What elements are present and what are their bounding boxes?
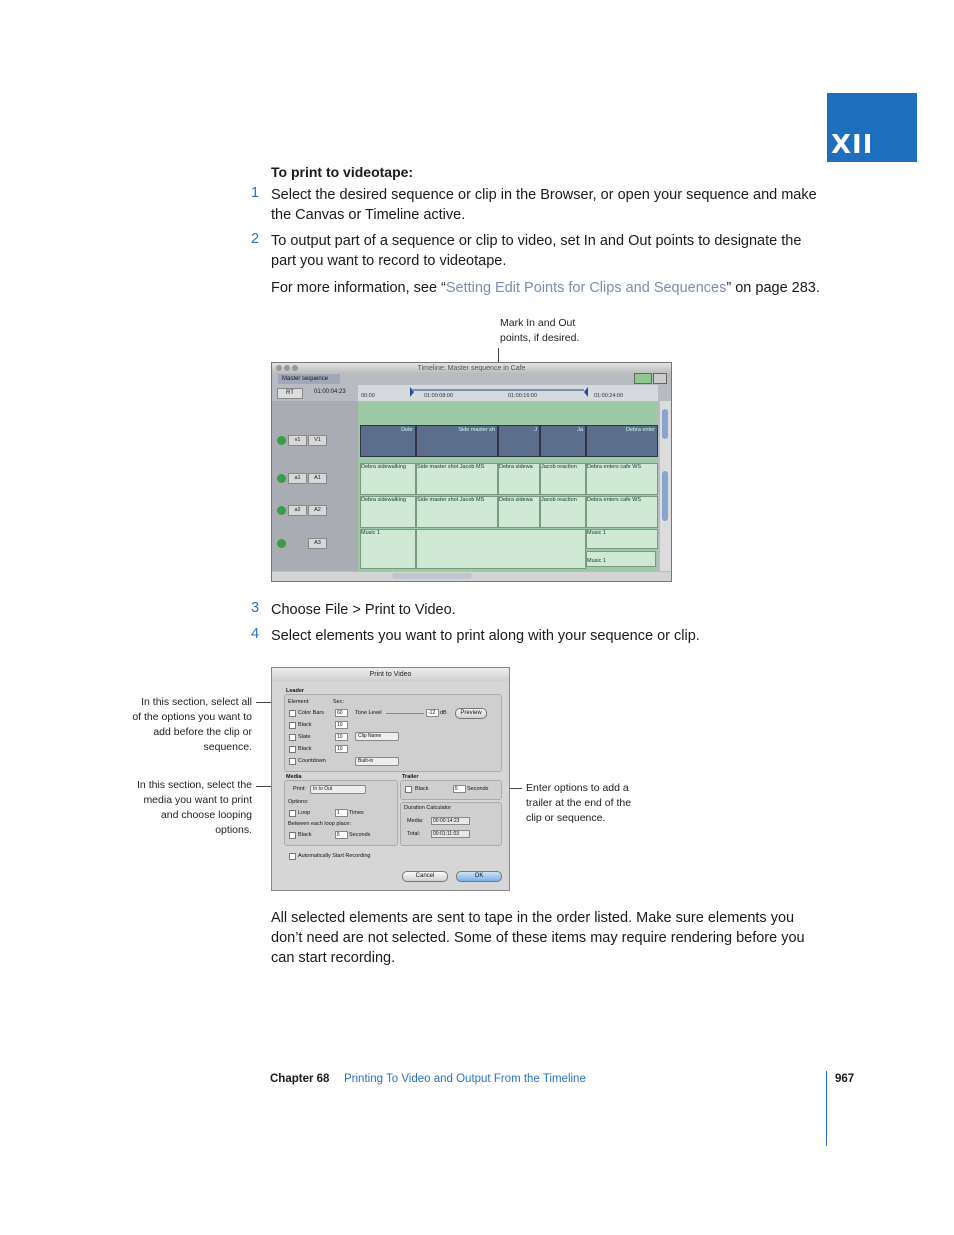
ruler-tick: 01:00:08:00 [424, 393, 454, 399]
track-dest-label[interactable]: A3 [308, 538, 327, 549]
footer-title[interactable]: Printing To Video and Output From the Timeline [344, 1073, 586, 1085]
duration-group [400, 802, 502, 846]
step-text: To output part of a sequence or clip to video, set In and Out points to designate the part you want to record to videotape. [271, 233, 802, 269]
music-clip[interactable]: Music 1 [360, 529, 416, 569]
media-duration-label: Media: [407, 818, 424, 824]
tone-slider[interactable] [386, 713, 424, 714]
more-info-link[interactable]: Setting Edit Points for Clips and Sequences [445, 280, 727, 296]
track-source-label[interactable]: v1 [288, 435, 307, 446]
step-text: Choose File > Print to Video. [271, 602, 456, 618]
page-number: 967 [835, 1073, 855, 1085]
section-heading: To print to videotape: [271, 164, 414, 180]
leader-heading: Leader [286, 688, 305, 694]
color-bars-sec[interactable]: 60 [335, 709, 348, 717]
times-label: Times [349, 810, 364, 816]
closing-paragraph: All selected elements are sent to tape in the order listed. Make sure elements you don’t need are not selected. Some of these items may require rendering before you can start recording. [271, 910, 805, 966]
ok-button[interactable]: OK [456, 871, 502, 882]
ruler-tick: 01:00:16:00 [508, 393, 538, 399]
step-number: 3 [251, 600, 260, 616]
track-area[interactable] [358, 401, 658, 571]
footer-chapter: Chapter 68 [270, 1073, 330, 1085]
audio-clip[interactable]: Debra enters cafe WS [586, 463, 658, 495]
chapter-tab [827, 93, 917, 162]
video-clip[interactable]: Side master sh [416, 425, 498, 457]
step-text: Select the desired sequence or clip in the Browser, or open your sequence and make the Canvas or Timeline active. [271, 187, 817, 223]
step-text: Select elements you want to print along with your sequence or clip. [271, 628, 700, 644]
track-dest-label[interactable]: A2 [308, 505, 327, 516]
scroll-thumb[interactable] [662, 409, 668, 439]
slate-sec[interactable]: 10 [335, 733, 348, 741]
black2-label: Black [298, 746, 312, 752]
audio-clip[interactable]: Debra sidewalking [360, 463, 416, 495]
color-bars-label: Color Bars [298, 710, 324, 716]
between-black-checkbox[interactable] [289, 832, 296, 839]
between-black-label: Black [298, 832, 312, 838]
speaker-icon[interactable] [277, 506, 286, 515]
track-source-label[interactable]: a2 [288, 505, 307, 516]
audio-clip[interactable]: Jacob reaction [540, 496, 586, 528]
linking-button[interactable] [653, 373, 667, 384]
ruler-tick: 00:00 [361, 393, 375, 399]
track-dest-label[interactable]: V1 [308, 435, 327, 446]
auto-start-checkbox[interactable] [289, 853, 296, 860]
element-col-label: Element: [288, 699, 310, 705]
music-clip[interactable]: Music 1 [586, 529, 658, 549]
video-clip[interactable]: Debr [360, 425, 416, 457]
countdown-select[interactable]: Built-in [355, 757, 399, 766]
horizontal-scrollbar[interactable] [272, 572, 671, 581]
more-info-paragraph [271, 278, 821, 298]
media-callout: In this section, select the media you want to print and choose looping options. [137, 779, 252, 836]
preview-button[interactable]: Preview [455, 708, 487, 719]
rt-label: RT [286, 390, 294, 396]
more-info-prefix: For more information, see “ [271, 280, 446, 296]
trailer-black-checkbox[interactable] [405, 786, 412, 793]
audio-clip[interactable]: Side master shot Jacob MS [416, 496, 498, 528]
media-group [284, 780, 398, 846]
trailer-callout: Enter options to add a trailer at the end of the clip or sequence. [526, 782, 632, 824]
color-bars-checkbox[interactable] [289, 710, 296, 717]
trailer-black-label: Black [415, 786, 429, 792]
scroll-thumb[interactable] [392, 573, 472, 579]
trailer-seconds[interactable]: 5 [453, 785, 466, 793]
chapter-tab-label: XII [831, 130, 874, 160]
print-to-video-dialog [271, 667, 510, 891]
step-number: 1 [251, 185, 260, 201]
time-ruler[interactable] [358, 385, 658, 401]
close-icon[interactable] [276, 365, 282, 371]
duration-heading: Duration Calculator [404, 805, 452, 811]
leader-callout: In this section, select all of the options you want to add before the clip or sequence. [132, 696, 252, 753]
track-source-label[interactable]: a1 [288, 473, 307, 484]
zoom-icon[interactable] [292, 365, 298, 371]
rt-menu[interactable] [277, 388, 303, 399]
media-heading: Media [286, 774, 302, 780]
video-clip[interactable]: Ja [540, 425, 586, 457]
trailer-group [400, 780, 502, 800]
slate-checkbox[interactable] [289, 734, 296, 741]
between-seconds[interactable]: 5 [335, 831, 348, 839]
slate-label: Slate [298, 734, 311, 740]
tone-level-field[interactable]: -12 [426, 709, 439, 717]
between-label: Between each loop place: [288, 821, 351, 827]
ruler-tick: 01:00:24:00 [594, 393, 624, 399]
loop-checkbox[interactable] [289, 810, 296, 817]
black2-checkbox[interactable] [289, 746, 296, 753]
audio-clip[interactable]: Debra sidewalking [360, 496, 416, 528]
trailer-heading: Trailer [402, 774, 419, 780]
audio-clip[interactable]: Jacob reaction [540, 463, 586, 495]
countdown-checkbox[interactable] [289, 758, 296, 765]
sec-col-label: Sec: [333, 699, 345, 705]
sequence-tab[interactable]: Master sequence [278, 374, 340, 384]
step-number: 4 [251, 626, 260, 642]
vertical-scrollbar[interactable] [660, 401, 671, 571]
snapping-button[interactable] [634, 373, 652, 384]
speaker-icon[interactable] [277, 539, 286, 548]
loop-label: Loop [298, 810, 311, 816]
total-duration-label: Total: [407, 831, 421, 837]
tone-unit: dB [440, 710, 447, 716]
print-label: Print: [293, 786, 306, 792]
track-controls [272, 401, 358, 571]
options-label: Options: [288, 799, 309, 805]
timeline-title: Timeline: Master sequence in Cafe [272, 363, 671, 374]
tone-level-label: Tone Level [355, 710, 382, 716]
footer-rule [826, 1071, 827, 1146]
countdown-label: Countdown [298, 758, 326, 764]
cancel-button[interactable]: Cancel [402, 871, 448, 882]
black-label: Black [298, 722, 312, 728]
scroll-thumb[interactable] [662, 471, 668, 521]
trailer-seconds-unit: Seconds [467, 786, 489, 792]
slate-source-select[interactable]: Clip Name [355, 732, 399, 741]
music-clip-gap[interactable] [416, 529, 586, 569]
video-clip[interactable]: J [498, 425, 540, 457]
audio-clip[interactable]: Debra sidewa [498, 463, 540, 495]
print-select[interactable]: In to Out [310, 785, 366, 794]
out-point-marker[interactable] [584, 387, 588, 397]
dialog-title: Print to Video [272, 668, 509, 681]
minimize-icon[interactable] [284, 365, 290, 371]
timecode: 01:00:04:23 [314, 389, 346, 395]
in-out-range [412, 389, 584, 391]
timeline-window [271, 362, 672, 582]
music-clip[interactable]: Music 1 [586, 551, 656, 567]
video-clip[interactable]: Debra enter [586, 425, 658, 457]
leader-group [284, 694, 502, 772]
speaker-icon[interactable] [277, 474, 286, 483]
audio-clip[interactable]: Debra enters cafe WS [586, 496, 658, 528]
auto-start-label: Automatically Start Recording [298, 853, 371, 859]
black2-sec[interactable]: 10 [335, 745, 348, 753]
loop-count[interactable]: 1 [335, 809, 348, 817]
audio-clip[interactable]: Side master shot Jacob MS [416, 463, 498, 495]
total-duration-field: 00:01:11:03 [431, 830, 470, 838]
audio-clip[interactable]: Debra sidewa [498, 496, 540, 528]
step-number: 2 [251, 231, 260, 247]
more-info-suffix: ” on page 283. [726, 280, 820, 296]
track-visibility-icon[interactable] [277, 436, 286, 445]
black-checkbox[interactable] [289, 722, 296, 729]
track-dest-label[interactable]: A1 [308, 473, 327, 484]
media-duration-field: 00:00:14:23 [431, 817, 470, 825]
timeline-callout: Mark In and Out points, if desired. [500, 317, 580, 344]
black-sec[interactable]: 10 [335, 721, 348, 729]
between-seconds-unit: Seconds [349, 832, 371, 838]
